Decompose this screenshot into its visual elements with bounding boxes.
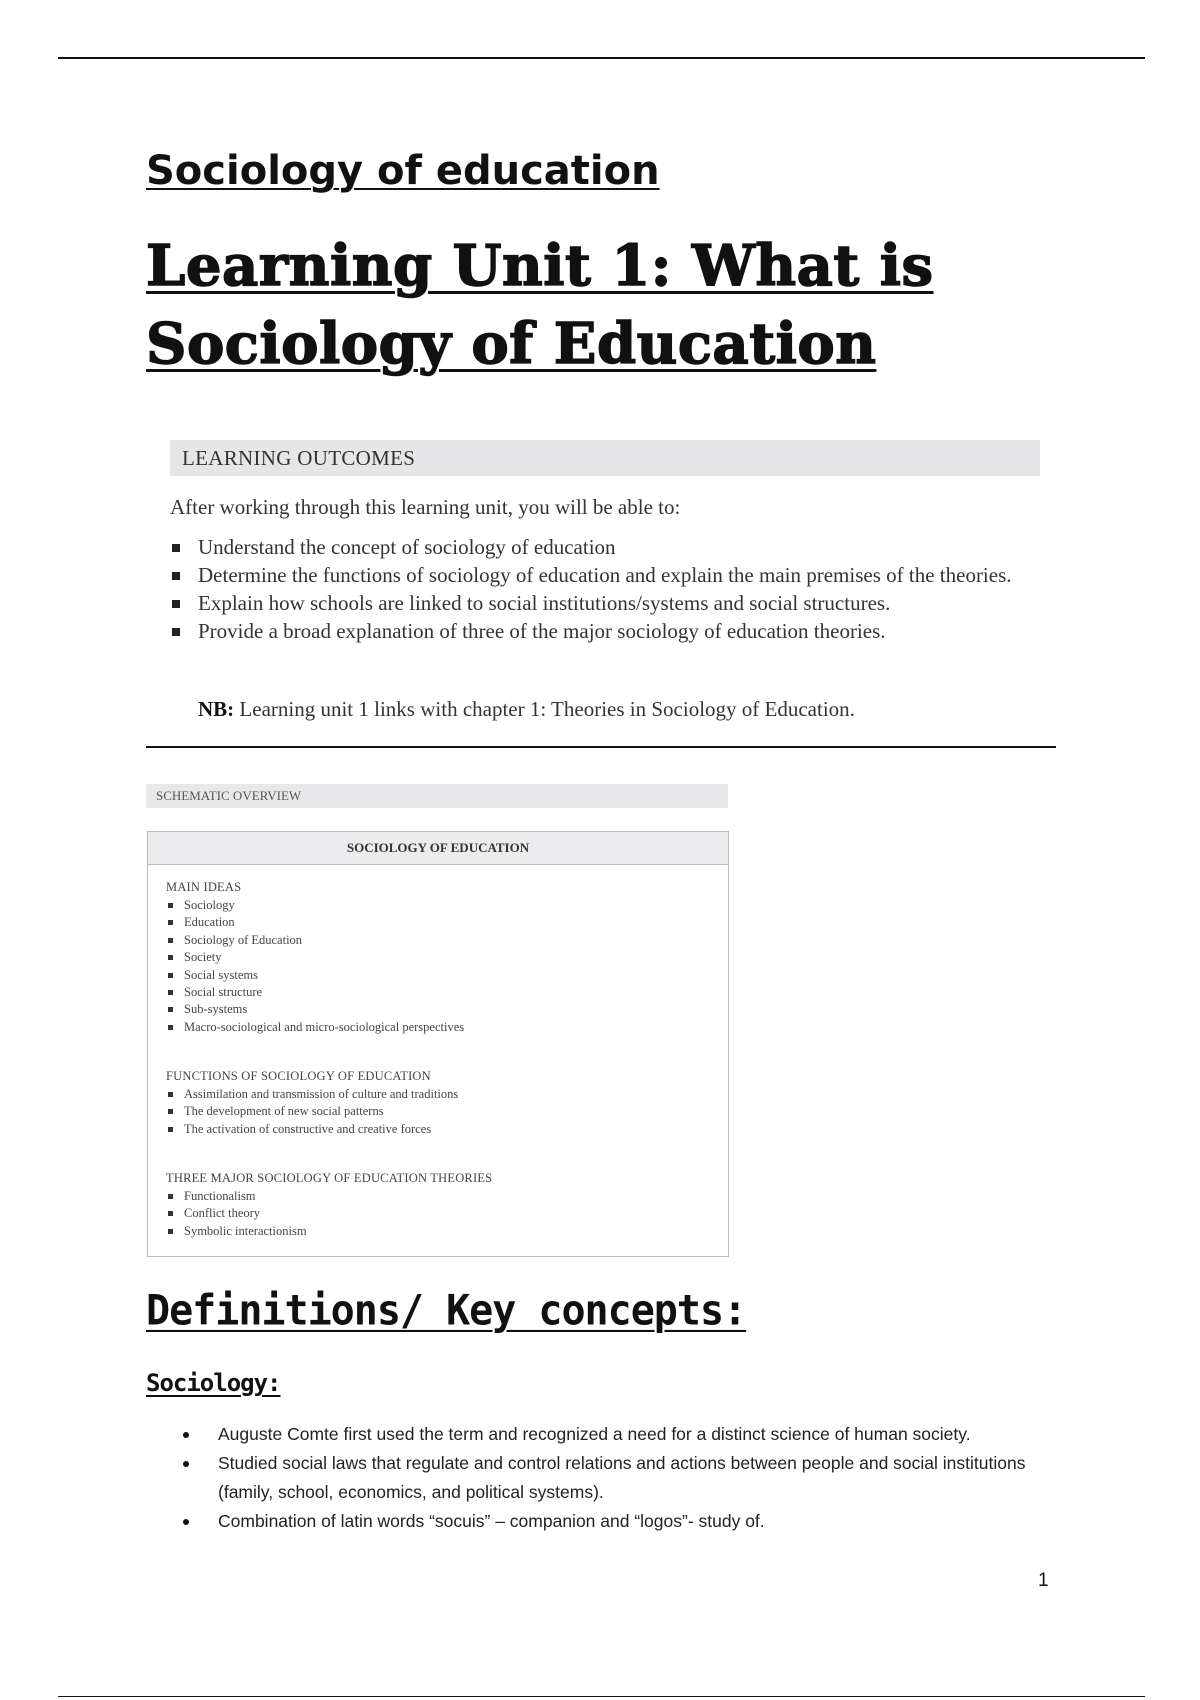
list-item: Macro-sociological and micro-sociological perspectives [166,1019,464,1036]
sociology-definition-list [178,1420,1078,1536]
schematic-overview-box [147,831,729,1257]
list-item: Auguste Comte first used the term and recognized a need for a distinct science of human society. [178,1420,1078,1449]
list-item: Sociology of Education [166,932,464,949]
nb-label: NB: [198,697,235,721]
section-divider [146,746,1056,748]
subject-title: Sociology of education [146,148,660,194]
list-item: Symbolic interactionism [166,1223,492,1240]
nb-note [198,697,855,722]
list-item: The development of new social patterns [166,1103,458,1120]
main-ideas-section [166,880,464,1036]
bottom-rule [58,1696,1145,1697]
sociology-heading: Sociology: [146,1369,281,1397]
list-item: Social systems [166,967,464,984]
functions-list [166,1086,458,1138]
functions-section [166,1069,458,1138]
list-item: Society [166,949,464,966]
main-ideas-heading: MAIN IDEAS [166,880,242,894]
theories-section [166,1171,492,1240]
learning-outcomes-intro: After working through this learning unit, you will be able to: [170,495,681,519]
list-item: Sociology [166,897,464,914]
list-item: Assimilation and transmission of culture and traditions [166,1086,458,1103]
list-item: Combination of latin words “socuis” – companion and “logos”- study of. [178,1507,1078,1536]
learning-outcomes-heading: LEARNING OUTCOMES [170,440,1040,476]
list-item: Studied social laws that regulate and control relations and actions between people and social institutions (family, school, economics, and political systems). [178,1449,1078,1507]
list-item: The activation of constructive and creative forces [166,1121,458,1138]
schematic-overview-heading: SCHEMATIC OVERVIEW [146,784,728,808]
list-item: Determine the functions of sociology of education and explain the main premises of the theories. [170,562,1040,589]
list-item: Social structure [166,984,464,1001]
main-ideas-list [166,897,464,1036]
nb-text: Learning unit 1 links with chapter 1: Theories in Sociology of Education. [234,697,855,721]
definitions-heading: Definitions/ Key concepts: [146,1286,747,1336]
schematic-box-title: SOCIOLOGY OF EDUCATION [148,832,728,865]
list-item: Sub-systems [166,1001,464,1018]
theories-heading: THREE MAJOR SOCIOLOGY OF EDUCATION THEORIES [166,1171,493,1185]
theories-list [166,1188,492,1240]
list-item: Education [166,914,464,931]
unit-title: Learning Unit 1: What is Sociology of Education [146,233,934,377]
list-item: Understand the concept of sociology of education [170,534,1040,561]
functions-heading: FUNCTIONS OF SOCIOLOGY OF EDUCATION [166,1069,431,1083]
list-item: Explain how schools are linked to social institutions/systems and social structures. [170,590,1040,617]
list-item: Conflict theory [166,1205,492,1222]
list-item: Functionalism [166,1188,492,1205]
page-number: 1 [1038,1570,1049,1591]
list-item: Provide a broad explanation of three of the major sociology of education theories. [170,618,1040,645]
learning-outcomes-list [170,534,1040,646]
top-rule [58,57,1145,59]
